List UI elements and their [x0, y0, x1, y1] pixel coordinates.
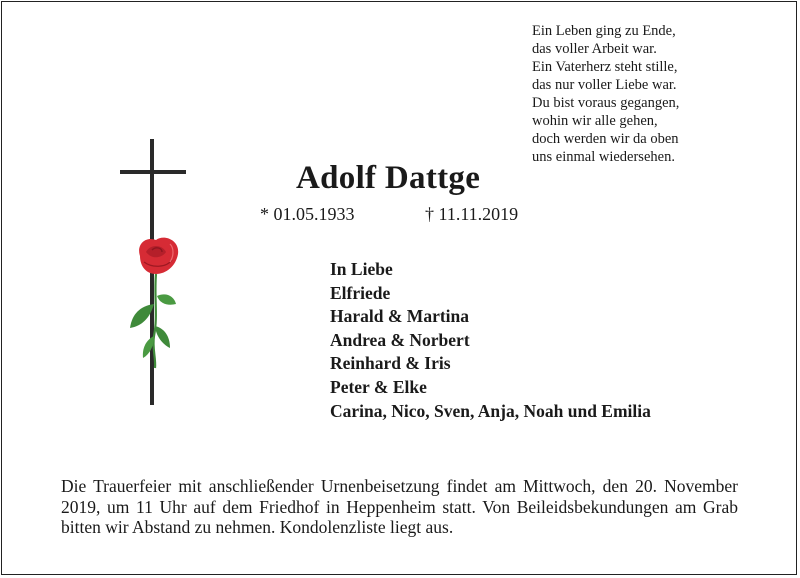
cross-with-rose-icon — [110, 136, 200, 408]
mourner-line: Andrea & Norbert — [330, 329, 470, 350]
mourner-line: Elfriede — [330, 282, 391, 303]
mourner-line: Harald & Martina — [330, 306, 470, 327]
birth-date: * 01.05.1933 — [260, 204, 355, 224]
poem-line: das nur voller Liebe war. — [532, 77, 677, 93]
mourner-line: Peter & Elke — [330, 376, 427, 397]
mourner-line: Carina, Nico, Sven, Anja, Noah und Emilia — [330, 400, 651, 421]
mourner-line: In Liebe — [330, 259, 393, 279]
poem-line: wohin wir alle gehen, — [532, 113, 658, 129]
poem-line: das voller Arbeit war. — [532, 41, 657, 57]
rose-leaf — [157, 294, 176, 304]
poem — [532, 22, 792, 166]
poem-line: Ein Leben ging zu Ende, — [532, 23, 676, 39]
poem-line: Du bist voraus gegangen, — [532, 95, 680, 111]
deceased-name: Adolf Dattge — [296, 160, 481, 196]
cross-horizontal-beam — [120, 170, 186, 174]
mourner-line: Reinhard & Iris — [330, 353, 451, 374]
poem-line: Ein Vaterherz steht stille, — [532, 59, 678, 75]
obituary-card — [1, 1, 797, 575]
poem-line: uns einmal wiedersehen. — [532, 149, 675, 165]
mourners-list — [330, 258, 651, 423]
rose-leaf — [155, 326, 170, 348]
funeral-notice: Die Trauerfeier mit anschließender Urnenbeisetzung findet am Mittwoch, den 20. November 2019, um 11 Uhr auf dem Friedhof in Heppenheim statt. Von Beileidsbekundungen am Grab bitten wir Abstand zu nehmen. Kondolenzliste liegt aus. — [61, 476, 738, 537]
death-date: † 11.11.2019 — [425, 204, 519, 224]
poem-line: doch werden wir da oben — [532, 131, 679, 147]
